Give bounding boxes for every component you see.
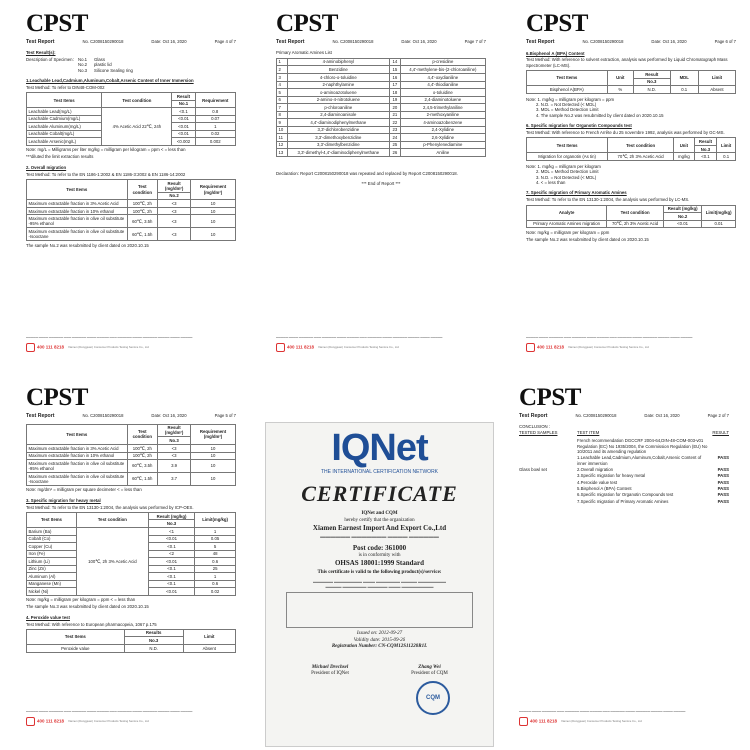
company-name: Xiamen (Dongguan) Consumer Products Testing Service Co., Ltd (68, 718, 149, 723)
col-unit: Unit (674, 138, 695, 153)
section-8-method: Test Method: To refer to the EN 13130-1:2004, the analysis was performed by LC-MS. (526, 197, 690, 203)
col-test-condition: Test condition (76, 512, 148, 527)
col-requirement: Requirement (mg/dm²) (191, 179, 236, 199)
section-6-title: 6.Bisphenol A (BPA) Content (526, 50, 585, 56)
col-test-items: Test Items (527, 138, 608, 153)
specimen-item: No.1 Glass (78, 56, 105, 62)
col-requirement: Requirement (mg/dm²) (191, 424, 236, 444)
report-page-4 (12, 8, 244, 358)
col-test-condition: Test condition (607, 205, 664, 220)
hotline: 400 111 8218 (519, 717, 557, 726)
table-row: Manganese (Mn) <0.1 0.6 (27, 580, 236, 588)
col-limit: Limit (698, 71, 735, 86)
company-name: Xiamen (Dongguan) Consumer Products Testing Service Co., Ltd (318, 344, 399, 349)
note-line: Note: 1. mg/kg = milligram per kilogram = ppm (526, 96, 615, 102)
conclusion-item: 6.Specific migration for Organotin Compounds test PASS (577, 492, 729, 498)
table-row: Aluminum (Al) <0.1 1 (27, 573, 236, 581)
conclusion-item: 1.Leachable Lead,Cadmium,Aluminum,Cobalt,Arsenic Content of inner immersion PASS (577, 455, 729, 466)
test-item-heading: TEST ITEM (577, 429, 600, 435)
report-header (526, 39, 736, 46)
col-sample-no: No.2 (663, 213, 701, 221)
page-footer: ▬▬▬▬▬ ▬▬▬▬ ▬▬▬▬▬▬ ▬▬▬ ▬▬▬▬▬▬ ▬▬▬▬ ▬▬▬▬▬ ▬▬▬ ▬▬▬▬▬▬ ▬▬▬▬ ▬▬▬▬▬▬ ▬▬▬▬▬ ▬▬▬▬ ▬▬▬▬▬ 400 111 8218 Xiamen (Dongguan) Consumer Products Testing Service Co., Ltd (276, 337, 486, 352)
note-line: 4. < = less than (536, 180, 566, 186)
post-code: Post code: 361000 (352, 543, 407, 552)
page-number: Page 4 of 7 (214, 39, 236, 44)
table-row: 7 p-chloroaniline 20 2,4,5-trimethylaniline (277, 104, 486, 112)
section-2-title: 2. Overall migration (26, 164, 67, 170)
page-footer: ▬▬▬▬▬ ▬▬▬▬ ▬▬▬▬▬▬ ▬▬▬ ▬▬▬▬▬▬ ▬▬▬▬ ▬▬▬▬▬ ▬▬▬ ▬▬▬▬▬▬ ▬▬▬▬ ▬▬▬▬▬▬ ▬▬▬▬▬ ▬▬▬▬ ▬▬▬▬▬ 400 111 8218 Xiamen (Dongguan) Consumer Products Testing Service Co., Ltd (519, 711, 729, 726)
company-name: Xiamen (Dongguan) Consumer Products Testing Service Co., Ltd (561, 718, 642, 723)
signer-2-title: President of CQM (411, 671, 448, 677)
company-name: Xiamen (Dongguan) Consumer Products Testing Service Co., Ltd (68, 344, 149, 349)
col-result: Result (172, 93, 195, 101)
report-label: Test Report (526, 39, 555, 45)
section-2-method: Test Method: To refer to the EN 1186-1:2002 & EN 1186-3:2002 & EN 1186-14:2002 (26, 171, 186, 177)
registration-number: Registration Number: CN-CQM12S11220R1L (331, 644, 428, 650)
col-sample-no: No.2 (158, 192, 191, 200)
hotline: 400 111 8218 (26, 717, 64, 726)
table-row: 5 o-aminoazotoluene 18 o-toluidine (277, 89, 486, 97)
specimen-label: Description of Specimen: (26, 56, 74, 62)
report-page-6 (512, 8, 744, 358)
note: Note: mg/dm² = milligram per square decimeter < = less than (26, 487, 142, 493)
standard: OHSAS 18001:1999 Standard (334, 559, 425, 568)
note-line: 3. MDL = Method Detection Limit (536, 107, 599, 113)
hotline-icon (519, 717, 528, 726)
pass-result: PASS (717, 467, 729, 473)
report-date: Date: Oct 16, 2020 (151, 413, 187, 418)
report-header (26, 413, 236, 420)
col-limit: Limit (183, 629, 235, 644)
paa-table (526, 205, 736, 229)
report-page-2 (505, 382, 737, 732)
hotline: 400 111 8218 (26, 343, 64, 352)
report-header (519, 413, 729, 420)
report-label: Test Report (519, 413, 548, 419)
col-result: Result (694, 138, 717, 146)
conclusion-item: 4.Peroxide value test PASS (577, 479, 729, 485)
organization-name: Xiamen Earnest Import And Export Co.,Ltd (312, 524, 447, 532)
note-line: 3. N.D. = Not Detected (< MDL) (536, 174, 597, 180)
pass-result: PASS (717, 473, 729, 479)
table-row: Barium (Ba) 100℃, 2h 3% Acetic Acid <1 1 (27, 528, 236, 536)
col-result: Result (mg/kg) (663, 205, 701, 213)
leachable-table (26, 92, 236, 146)
result-heading: Test Result(s): (26, 49, 56, 55)
note-line: Note: 1. mg/kg = milligram per kilogram (526, 164, 601, 170)
organotin-table (526, 137, 736, 161)
hotline: 400 111 8218 (276, 343, 314, 352)
page-footer: ▬▬▬▬▬ ▬▬▬▬ ▬▬▬▬▬▬ ▬▬▬ ▬▬▬▬▬▬ ▬▬▬▬ ▬▬▬▬▬ ▬▬▬ ▬▬▬▬▬▬ ▬▬▬▬ ▬▬▬▬▬▬ ▬▬▬▬▬ ▬▬▬▬ ▬▬▬▬▬ 400 111 8218 Xiamen (Dongguan) Consumer Products Testing Service Co., Ltd (26, 337, 236, 352)
specimen-item: No.2 plastic lid (78, 62, 112, 68)
report-number: No. C2008150290018 (332, 39, 374, 44)
col-sample-no: No.3 (694, 145, 717, 153)
page-number: Page 6 of 7 (714, 39, 736, 44)
table-row: Maximum extractable fraction in 3% Acetic Acid 100℃, 2h <3 10 (27, 200, 236, 208)
note-line: 4. The sample No.2 was resubmitted by client dated on 2020.10.15 (536, 112, 664, 118)
table-row: Leachable Lead(mg/L) 4% Acetic Acid 22℃, 24h <0.1 0.8 (27, 108, 236, 116)
table-row: 9 4,4'-diaminodiphenylmethane 22 4-aminoazobenzene (277, 119, 486, 127)
table-row: 1 4-aminobiphenyl 14 p-cresidine (277, 58, 486, 66)
table-row: Leachable Arsenic(mg/L) <0.002 0.002 (27, 138, 236, 146)
table-row: 8 2,4-diaminoanisole 21 2-methoxyaniline (277, 111, 486, 119)
notes (526, 164, 736, 185)
col-mdl: MDL (670, 71, 698, 86)
section-7-title: 6. Specific migration for Organotin Compounds test (526, 123, 632, 129)
cpst-logo: CPST (26, 10, 88, 37)
certificate-title: CERTIFICATE (301, 481, 458, 506)
table-row: Cobalt (Co) <0.01 0.05 (27, 535, 236, 543)
section-4-title: 4. Peroxide value test (26, 614, 70, 620)
report-page-5 (12, 382, 244, 732)
col-result: Result (634, 71, 671, 79)
table-row: Leachable Cobalt(mg/L) <0.01 0.02 (27, 130, 236, 138)
col-test-items: Test Items (27, 512, 77, 527)
conformity-text: is in conformity with (358, 552, 401, 558)
note: The sample No.2 was resubmitted by client dated on 2020.10.15 (26, 242, 149, 248)
table-row: 4 2-naphthylamine 17 4,4'-thiodianiline (277, 81, 486, 89)
signer-1: Michael Drechsel (311, 664, 349, 670)
note: The sample No.2 was resubmitted by client dated on 2020.10.15 (526, 236, 649, 242)
note-line: 2. MDL = Method Detection Limit (536, 169, 599, 175)
conclusion-item: French recommendation DGCCRF 2004-64,DIN-48-COM-003-v01 Regulation (EC) No 1935/2004, the Commission Regulation (EU) No 10/2011 and its amending regulation (577, 438, 729, 454)
col-limit: Limit (717, 138, 736, 153)
table-row: Leachable Aluminum(mg/L) <0.01 1 (27, 123, 236, 131)
bpa-table (526, 70, 736, 94)
section-8-title: 7. Specific migration of Primary Aromatic Amines (526, 190, 627, 196)
tested-samples-heading: TESTED SAMPLES (519, 429, 558, 435)
note-line: 2. N.D. = Not Detected (< MDL) (536, 102, 597, 108)
table-row: Copper (Cu) <0.1 5 (27, 543, 236, 551)
col-sample-no: No.3 (124, 637, 183, 645)
table-row: Maximum extractable fraction in olive oil substitute -95% ethanol 60℃, 3.5h <3 10 (27, 215, 236, 228)
conclusion-item: 7.Specific migration of Primary Aromatic Amines PASS (577, 498, 729, 504)
iqnet-logo: IQNet (331, 427, 428, 469)
scope-table (286, 592, 473, 628)
section-3-title: 3. Specific migration for heavy metal (26, 497, 101, 503)
col-sample-no: No.3 (634, 78, 671, 86)
report-date: Date: Oct 16, 2020 (151, 39, 187, 44)
conclusion-item: 2.Overall migration PASS (577, 467, 729, 473)
page-number: Page 7 of 7 (464, 39, 486, 44)
peroxide-table (26, 629, 236, 653)
section-7-method: Test Method: With reference to French Arrête du 25 novembre 1992, analysis was performed by GC-MS. (526, 130, 725, 136)
note: Note: mg/L = Milligrams per liter mg/kg = milligram per kilogram = ppm < = less than (26, 147, 186, 153)
table-row: Primary Aromatic Amines migration 70℃, 2h 3% Acetic Acid <0.01 0.01 (527, 220, 736, 228)
pass-result: PASS (717, 498, 729, 504)
conclusion-item: 3.Specific migration for heavy metal PASS (577, 473, 729, 479)
declaration: Declaration: Report C2008150290018 was repeated and replaced by Report C2008150290018. (276, 170, 458, 176)
section-1-method: Test Method: To refer to DIN48-COM-002 (26, 84, 105, 90)
specimen-list (78, 57, 133, 73)
table-row: 2 Benzidine 15 4,4'-methylene-bis-(2-chloroaniline) (277, 66, 486, 74)
pass-result: PASS (717, 479, 729, 485)
specimen-item: No.3 Silicone Sealing ring (78, 67, 133, 73)
hotline: 400 111 8218 (526, 343, 564, 352)
result-heading: RESULT (712, 429, 729, 435)
cpst-logo: CPST (276, 10, 338, 37)
col-test-items: Test Items (27, 93, 102, 108)
table-row: Bisphenol A(BPA) % N.D. 0.1 Absent (527, 86, 736, 94)
report-header (26, 39, 236, 46)
table-row: Maximum extractable fraction in olive oil substitute -95% ethanol 60℃, 3.5h 3.9 10 (27, 460, 236, 473)
page-footer: ▬▬▬▬▬ ▬▬▬▬ ▬▬▬▬▬▬ ▬▬▬ ▬▬▬▬▬▬ ▬▬▬▬ ▬▬▬▬▬ ▬▬▬ ▬▬▬▬▬▬ ▬▬▬▬ ▬▬▬▬▬▬ ▬▬▬▬▬ ▬▬▬▬ ▬▬▬▬▬ 400 111 8218 Xiamen (Dongguan) Consumer Products Testing Service Co., Ltd (26, 711, 236, 726)
col-limit: Limit(mg/kg) (195, 512, 236, 527)
table-row: 12 3,3'-dimethylbenzidine 25 p-Phenylenediamine (277, 141, 486, 149)
note: Note: mg/kg = milligram per kilogram = ppm (526, 229, 610, 235)
section-4-method: Test Method: With reference to European pharmacopeia, 1067 p.175 (26, 621, 157, 627)
report-date: Date: Oct 16, 2020 (651, 39, 687, 44)
table-row: Leachable Cadmium(mg/L) <0.01 0.07 (27, 115, 236, 123)
company-name: Xiamen (Dongguan) Consumer Products Testing Service Co., Ltd (568, 344, 649, 349)
col-result: Result (mg/dm²) (158, 179, 191, 192)
pass-result: PASS (717, 486, 729, 492)
col-result: Result (mg/dm²) (158, 424, 191, 437)
note: Note: mg/kg = milligram per kilogram = ppm < = less than (26, 597, 136, 603)
conclusion-heading: CONCLUSION : (519, 423, 551, 429)
col-test-condition: Test condition (608, 138, 674, 153)
table-row: 3 4-chloro-o-toluidine 16 4,4'-oxydianiline (277, 73, 486, 81)
table-row: Maximum extractable fraction in 10% ethanol 100℃, 2h <3 10 (27, 207, 236, 215)
report-header (276, 39, 486, 46)
iqnet-certificate: IQNet THE INTERNATIONAL CERTIFICATION NETWORK CERTIFICATE IQNet and CQM hereby certify that the organization Xiamen Earnest Import And Export Co.,Ltd ▬▬▬▬▬▬ ▬▬▬▬▬▬▬ ▬▬▬▬ ▬▬▬▬▬▬ Post code: 361000 is in conformity with OHSAS 18001:1999 Standard This certificate is valid to the following product(s)/service: ▬▬▬▬▬ ▬▬▬▬▬▬▬ ▬▬▬ ▬▬▬▬▬▬ ▬▬▬▬ ▬▬▬▬▬▬▬ ▬▬▬▬ ▬▬▬▬▬▬ ▬▬▬▬▬ ▬▬▬ ▬▬▬▬▬▬▬▬ Issued on: 2012-09-27 Validity date: 2015-09-26 Registration Number: CN-CQM12S11220R1L Michael Drechsel President of IQNet Zhang Wei President of CQM CQM (265, 422, 494, 747)
col-limit: Limit(mg/kg) (702, 205, 736, 220)
table-row: 11 3,3'-dimethoxybenzidine 24 2,6-Xylidine (277, 134, 486, 142)
heavy-metal-table (26, 512, 236, 596)
cert-text: hereby certify that the organization (344, 517, 415, 523)
hotline-icon (526, 343, 535, 352)
report-date: Date: Oct 16, 2020 (401, 39, 437, 44)
col-unit: Unit (607, 71, 633, 86)
signer-1-title: President of IQNet (311, 671, 349, 677)
cqm-stamp: CQM (416, 681, 450, 715)
table-row: Maximum extractable fraction in 3% Acetic Acid 100℃, 2h <3 10 (27, 444, 236, 452)
note: ***diluted the limit extraction results (26, 154, 94, 160)
col-sample-no: No.3 (158, 437, 191, 445)
note: The sample No.3 was resubmitted by client dated on 2020.10.15 (26, 604, 149, 610)
overall-migration-table (26, 179, 236, 241)
table-row: 13 3,3'-dimethyl-4,4'-diaminodiphenylmethane 26 Aniline (277, 149, 486, 157)
col-test-items: Test Items (27, 629, 125, 644)
section-1-title: 1.Leachable Lead,Cadmium,Aluminum,Cobalt,Arsenic Content of Inner Immersion (26, 77, 194, 83)
hotline-icon (26, 717, 35, 726)
report-label: Test Report (26, 413, 55, 419)
col-results: Results (124, 629, 183, 637)
report-page-7 (262, 8, 494, 358)
col-requirement: Requirement (195, 93, 235, 108)
cert-issuers: IQNet and CQM (361, 511, 398, 516)
col-sample-no: No.1 (172, 100, 195, 108)
page-number: Page 2 of 7 (707, 413, 729, 418)
report-number: No. C2008150290018 (82, 39, 124, 44)
pass-result (709, 438, 729, 454)
pass-result: PASS (717, 492, 729, 498)
overall-migration-table-no3 (26, 424, 236, 486)
table-row: Lithium (Li) <0.01 0.6 (27, 558, 236, 566)
scope-text: This certificate is valid to the following product(s)/service: (317, 570, 442, 576)
table-row: Peroxide value N.D. Absent (27, 644, 236, 652)
table-row: Maximum extractable fraction in olive oil substitute -Isooctane 60℃, 1.5h <3 10 (27, 228, 236, 241)
page-number: Page 5 of 7 (214, 413, 236, 418)
conclusion-item: 5.Bisphenol A (BPA) Content PASS (577, 486, 729, 492)
amines-list-title: Primary Aromatic Amines List (276, 49, 332, 55)
col-result: Result (mg/kg) (148, 512, 194, 520)
col-test-condition: Test condition (127, 424, 158, 444)
table-row: 6 2-amino-4-nitrotoluene 19 2,4-diaminotoluene (277, 96, 486, 104)
table-row: Nickel (Ni) <0.01 0.02 (27, 588, 236, 596)
report-number: No. C2008150290018 (82, 413, 124, 418)
col-test-condition: Test condition (102, 93, 172, 108)
section-6-method: Test Method: With reference to solvent extraction, analysis was performed by Liquid Chromatograph Mass Spectrometer (LC-MS). (526, 57, 728, 68)
end-of-report: *** End of Report *** (361, 181, 401, 187)
network-line: THE INTERNATIONAL CERTIFICATION NETWORK (320, 469, 439, 475)
hotline-icon (276, 343, 285, 352)
col-test-items: Test Items (27, 424, 128, 444)
issued-date: Issued on: 2012-09-27 (356, 631, 403, 637)
report-number: No. C2008150290018 (575, 413, 617, 418)
col-test-items: Test Items (27, 179, 128, 199)
report-label: Test Report (26, 39, 55, 45)
cpst-logo: CPST (519, 384, 581, 411)
conclusion-list (577, 437, 729, 504)
col-test-items: Test Items (527, 71, 608, 86)
notes (526, 97, 736, 118)
hotline-icon (26, 343, 35, 352)
report-number: No. C2008150290018 (582, 39, 624, 44)
section-3-method: Test Method: To refer to the EN 13130-1:2004, the analysis was performed by ICP-OES. (26, 504, 194, 510)
report-label: Test Report (276, 39, 305, 45)
table-row: 10 3,3'-dichlorobenzidine 23 2,4-Xylidine (277, 126, 486, 134)
pass-result: PASS (717, 455, 729, 461)
table-row: Migration for organotin (As tin) 70℃, 2h 3% Acetic Acid mg/kg <0.1 0.1 (527, 153, 736, 161)
table-row: Maximum extractable fraction in olive oil substitute -Isooctane 60℃, 1.5h 3.7 10 (27, 472, 236, 485)
cpst-logo: CPST (26, 384, 88, 411)
page-footer: ▬▬▬▬▬ ▬▬▬▬ ▬▬▬▬▬▬ ▬▬▬ ▬▬▬▬▬▬ ▬▬▬▬ ▬▬▬▬▬ ▬▬▬ ▬▬▬▬▬▬ ▬▬▬▬ ▬▬▬▬▬▬ ▬▬▬▬▬ ▬▬▬▬ ▬▬▬▬▬ 400 111 8218 Xiamen (Dongguan) Consumer Products Testing Service Co., Ltd (526, 337, 736, 352)
report-date: Date: Oct 16, 2020 (644, 413, 680, 418)
validity-date: Validity date: 2015-09-26 (353, 637, 406, 643)
col-sample-no: No.3 (148, 520, 194, 528)
table-row: Iron (Fe) <2 48 (27, 550, 236, 558)
col-analyte: Analyte (527, 205, 607, 220)
col-test-condition: Test condition (127, 179, 158, 199)
table-row: Maximum extractable fraction in 10% ethanol 100℃, 2h <3 10 (27, 452, 236, 460)
tested-sample: Glass bowl set (519, 467, 547, 473)
amines-table (276, 58, 486, 157)
signer-2: Zhang Wei (418, 664, 441, 670)
table-row: Zinc (Zn) <0.1 25 (27, 565, 236, 573)
cpst-logo: CPST (526, 10, 588, 37)
